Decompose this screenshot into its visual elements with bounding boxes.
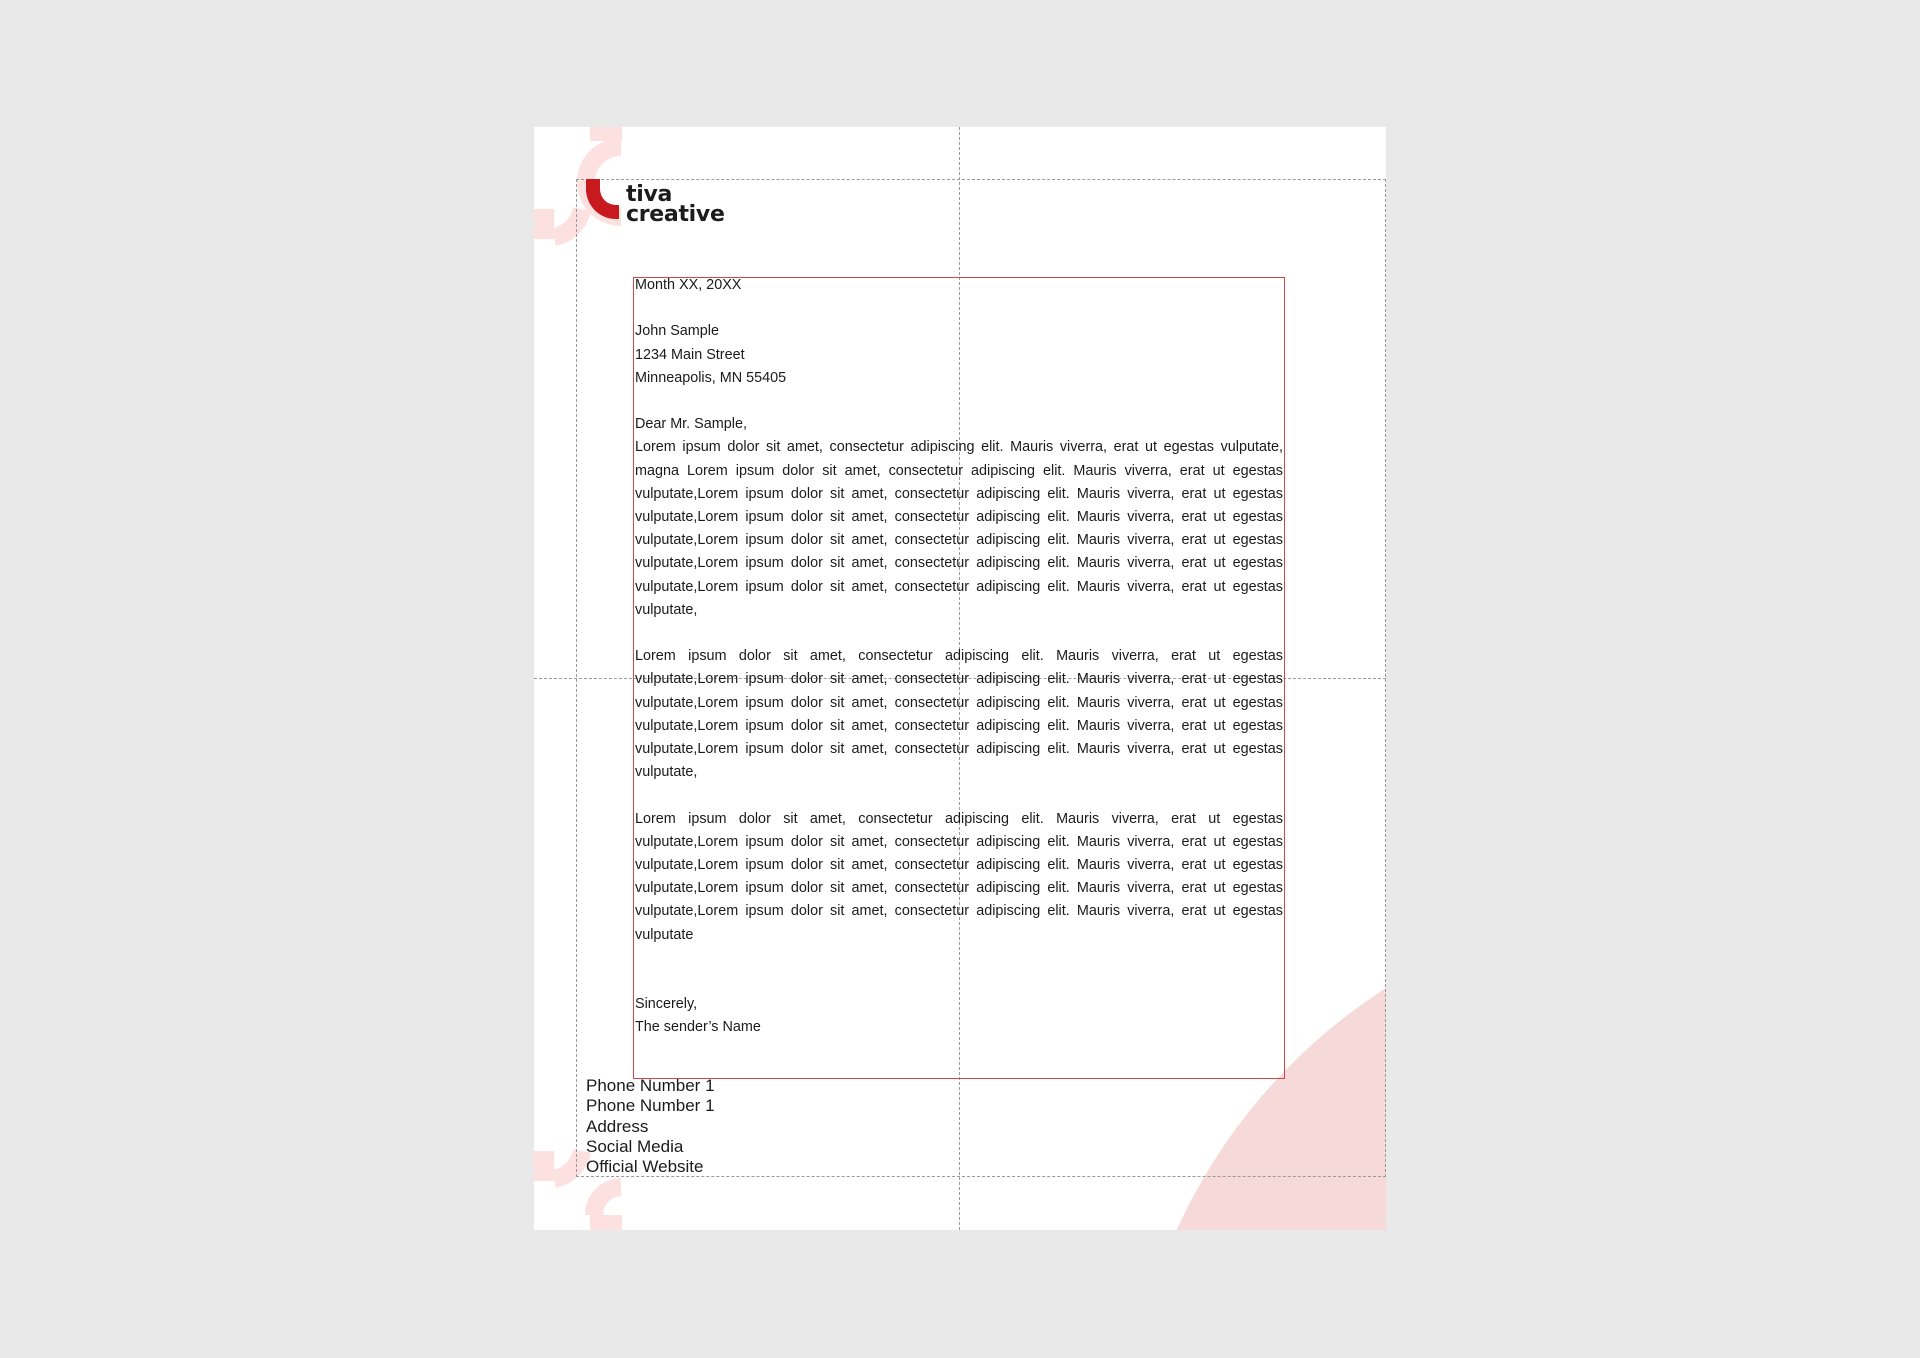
- letter-date: Month XX, 20XX: [635, 277, 742, 293]
- contact-footer: [586, 1076, 715, 1177]
- recipient-street: 1234 Main Street: [635, 346, 745, 363]
- logo-mark-icon: [586, 179, 622, 231]
- recipient-city: Minneapolis, MN 55405: [635, 369, 787, 386]
- top-tint-block: [590, 127, 622, 141]
- top-left-tint-arc-2: [554, 209, 582, 237]
- signature: The sender’s Name: [635, 1019, 761, 1036]
- bottom-left-tint-arc: [554, 1151, 582, 1179]
- logo-line-1: tiva: [626, 182, 673, 207]
- logo-wordmark: [626, 182, 725, 227]
- bottom-tint-block: [590, 1215, 622, 1230]
- footer-phone-2: Phone Number 1: [586, 1096, 715, 1116]
- recipient-name: John Sample: [635, 323, 719, 340]
- top-left-tint-block: [534, 209, 554, 239]
- footer-website: Official Website: [586, 1157, 704, 1177]
- letterhead-page: [534, 127, 1386, 1230]
- closing: Sincerely,: [635, 996, 698, 1013]
- footer-address: Address: [586, 1116, 649, 1136]
- bottom-tint-arc: [594, 1187, 621, 1215]
- footer-phone-1: Phone Number 1: [586, 1076, 715, 1095]
- body-paragraph-2: Lorem ipsum dolor sit amet, consectetur adipiscing elit. Mauris viverra, erat ut egestas vulputate,Lorem ipsum dolor sit amet, consectetur adipiscing elit. Mauris viverra, erat ut egestas vulputate,Lorem ipsum dolor sit amet, consectetur adipiscing elit. Mauris viverra, erat ut egestas vulputate,Lorem ipsum dolor sit amet, consectetur adipiscing elit. Mauris viverra, erat ut egestas vulputate,Lorem ipsum dolor sit amet, consectetur adipiscing elit. Mauris viverra, erat ut egestas vulputate,: [635, 648, 1283, 781]
- brand-logo: [586, 179, 725, 231]
- letter-body: [635, 274, 1283, 1040]
- body-paragraph-1: Lorem ipsum dolor sit amet, consectetur adipiscing elit. Mauris viverra, erat ut egestas vulputate, magna Lorem ipsum dolor sit amet, consectetur adipiscing elit. Mauris viverra, erat ut egestas vulputate,Lorem ipsum dolor sit amet, consectetur adipiscing elit. Mauris viverra, erat ut egestas vulputate,Lorem ipsum dolor sit amet, consectetur adipiscing elit. Mauris viverra, erat ut egestas vulputate,Lorem ipsum dolor sit amet, consectetur adipiscing elit. Mauris viverra, erat ut egestas vulputate,Lorem ipsum dolor sit amet, consectetur adipiscing elit. Mauris viverra, erat ut egestas vulputate,Lorem ipsum dolor sit amet, consectetur adipiscing elit. Mauris viverra, erat ut egestas vulputate,: [635, 439, 1283, 618]
- logo-line-2: creative: [626, 202, 725, 227]
- salutation: Dear Mr. Sample,: [635, 416, 747, 433]
- body-paragraph-3: Lorem ipsum dolor sit amet, consectetur adipiscing elit. Mauris viverra, erat ut egestas vulputate,Lorem ipsum dolor sit amet, consectetur adipiscing elit. Mauris viverra, erat ut egestas vulputate,Lorem ipsum dolor sit amet, consectetur adipiscing elit. Mauris viverra, erat ut egestas vulputate,Lorem ipsum dolor sit amet, consectetur adipiscing elit. Mauris viverra, erat ut egestas vulputate,Lorem ipsum dolor sit amet, consectetur adipiscing elit. Mauris viverra, erat ut egestas vulputate: [635, 810, 1283, 943]
- footer-social: Social Media: [586, 1136, 684, 1156]
- bottom-left-tint-block: [534, 1151, 554, 1181]
